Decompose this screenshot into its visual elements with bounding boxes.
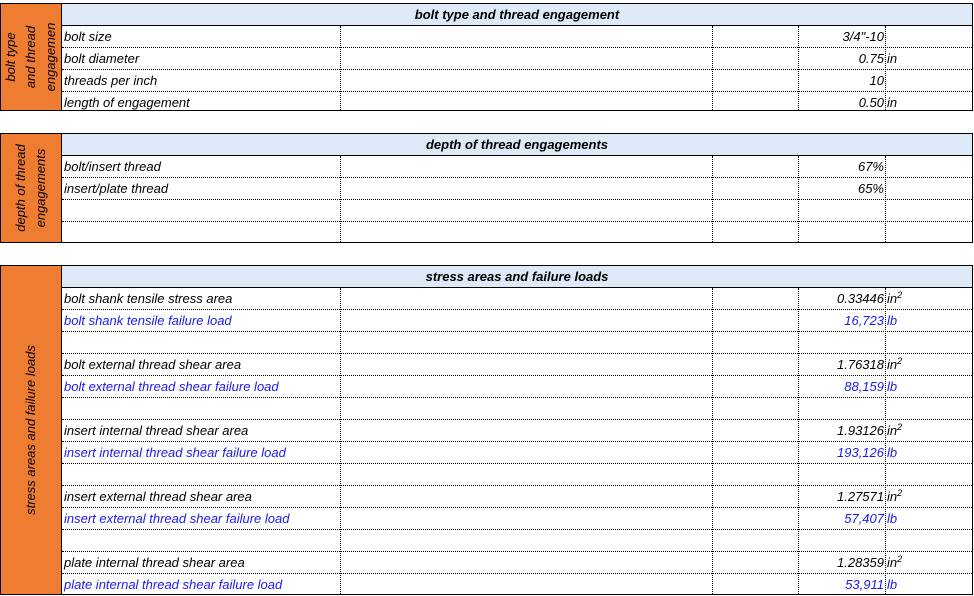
table-row[interactable]: [62, 376, 972, 398]
row-value: 67%: [857, 159, 884, 174]
table-row[interactable]: [62, 420, 972, 442]
section-side-label[interactable]: [0, 265, 62, 595]
row-unit: lb: [887, 445, 898, 460]
row-value: 65%: [857, 181, 884, 196]
row-label: insert/plate thread: [64, 181, 169, 196]
table-row[interactable]: [62, 398, 972, 420]
unit-exponent: 2: [897, 554, 903, 564]
stress-areas-section: [0, 265, 973, 595]
table-row[interactable]: [62, 200, 972, 222]
row-label: threads per inch: [64, 73, 158, 88]
table-row[interactable]: [62, 48, 972, 70]
table-row[interactable]: [62, 288, 972, 310]
row-label: length of engagement: [64, 95, 190, 110]
row-value: 0.33446: [837, 291, 884, 306]
row-unit: lb: [887, 313, 898, 328]
table-row[interactable]: [62, 442, 972, 464]
table-row[interactable]: [62, 332, 972, 354]
depth-of-engagement-section: [0, 133, 973, 243]
section-grid: [62, 265, 973, 595]
table-row[interactable]: [62, 92, 972, 114]
section-side-label[interactable]: [0, 133, 62, 243]
table-row[interactable]: [62, 464, 972, 486]
row-label: bolt shank tensile stress area: [64, 291, 233, 306]
row-unit: $in^2$: [887, 422, 903, 438]
row-unit: in: [887, 95, 898, 110]
side-label-text: stress areas and failure loads: [23, 345, 38, 515]
section-grid: [62, 3, 973, 111]
row-value: 1.27571: [837, 489, 884, 504]
row-unit: $in^2$: [887, 356, 903, 372]
row-value: 57,407: [844, 511, 884, 526]
section-grid: [62, 133, 973, 243]
row-value: 88,159: [844, 379, 884, 394]
bolt-type-section: [0, 3, 973, 111]
row-value: 193,126: [837, 445, 884, 460]
row-unit: lb: [887, 379, 898, 394]
table-row[interactable]: [62, 354, 972, 376]
table-row[interactable]: [62, 508, 972, 530]
table-row[interactable]: [62, 70, 972, 92]
table-row[interactable]: [62, 530, 972, 552]
side-label-text: depth of thread engagements: [13, 144, 48, 232]
row-label: plate internal thread shear failure load: [64, 577, 283, 592]
row-value: 0.75: [858, 51, 884, 66]
section-header[interactable]: stress areas and failure loads: [62, 266, 972, 288]
row-value: 1.76318: [837, 357, 884, 372]
table-row[interactable]: [62, 486, 972, 508]
unit-exponent: 2: [897, 422, 903, 432]
row-unit: in: [887, 51, 898, 66]
row-unit: lb: [887, 511, 898, 526]
row-value: 10: [869, 73, 884, 88]
row-label: insert internal thread shear failure load: [64, 445, 286, 460]
row-label: bolt shank tensile failure load: [64, 313, 232, 328]
table-row[interactable]: [62, 178, 972, 200]
section-side-label[interactable]: [0, 3, 62, 111]
row-label: insert external thread shear failure load: [64, 511, 290, 526]
table-row[interactable]: [62, 222, 972, 244]
section-header[interactable]: depth of thread engagements: [62, 134, 972, 156]
row-value: 0.50: [858, 95, 884, 110]
row-unit: $in^2$: [887, 290, 903, 306]
row-label: bolt diameter: [64, 51, 140, 66]
row-label: plate internal thread shear area: [64, 555, 245, 570]
side-label-text: bolt type and thread engagemen: [3, 22, 58, 92]
table-row[interactable]: [62, 156, 972, 178]
row-value: 3/4"-10: [842, 29, 884, 44]
row-unit: lb: [887, 577, 898, 592]
row-label: insert external thread shear area: [64, 489, 252, 504]
unit-exponent: 2: [897, 356, 903, 366]
row-label: bolt/insert thread: [64, 159, 161, 174]
row-label: bolt size: [64, 29, 112, 44]
row-value: 16,723: [844, 313, 884, 328]
row-unit: $in^2$: [887, 554, 903, 570]
row-label: bolt external thread shear failure load: [64, 379, 279, 394]
table-row[interactable]: [62, 310, 972, 332]
row-value: 1.28359: [837, 555, 884, 570]
table-row[interactable]: [62, 574, 972, 596]
unit-exponent: 2: [897, 290, 903, 300]
row-unit: $in^2$: [887, 488, 903, 504]
section-header[interactable]: bolt type and thread engagement: [62, 4, 972, 26]
table-row[interactable]: [62, 552, 972, 574]
unit-exponent: 2: [897, 488, 903, 498]
table-row[interactable]: [62, 26, 972, 48]
row-value: 53,911: [845, 577, 884, 592]
row-value: 1.93126: [837, 423, 884, 438]
row-label: insert internal thread shear area: [64, 423, 249, 438]
row-label: bolt external thread shear area: [64, 357, 242, 372]
